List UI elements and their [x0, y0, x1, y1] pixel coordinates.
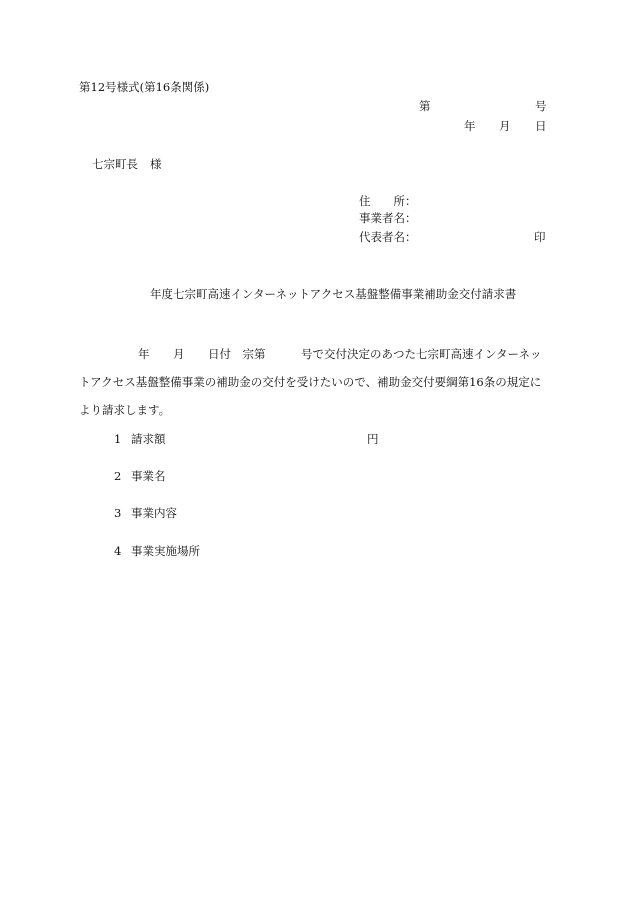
address-label: 住 所： — [359, 194, 417, 208]
form-number: 第12号様式(第16条関係) — [79, 80, 210, 94]
recipient-name: 七宗町長 — [92, 157, 138, 171]
date-day-label: 日 — [535, 119, 547, 133]
document-number-prefix: 第 — [419, 99, 431, 113]
business-name-label: 事業者名： — [359, 211, 417, 225]
body-line-1 — [79, 349, 549, 363]
item-number: 3 — [114, 506, 122, 520]
date-month-label: 月 — [499, 119, 511, 133]
item-label-project-location: 事業実施場所 — [131, 544, 200, 558]
body-line-2: トアクセス基盤整備事業の補助金の交付を受けたいので、補助金交付要綱第16条の規定に — [79, 375, 542, 389]
seal-mark: 印 — [534, 230, 546, 244]
item-label-project-name: 事業名 — [131, 469, 166, 483]
item-label-claim-amount: 請求額 — [131, 432, 166, 446]
document-number-suffix: 号 — [535, 99, 547, 113]
representative-label: 代表者名： — [359, 230, 417, 244]
body-line-1-rest: 号で交付決定のあつた七宗町高速インターネッ — [301, 347, 542, 361]
body-year: 年 — [138, 347, 150, 361]
item-number: 4 — [114, 544, 122, 558]
date-year-label: 年 — [464, 119, 476, 133]
body-month: 月 — [173, 347, 185, 361]
amount-unit: 円 — [367, 432, 379, 446]
body-line-3: より請求します。 — [79, 403, 171, 417]
item-label-project-content: 事業内容 — [131, 506, 177, 520]
recipient-honorific: 様 — [150, 157, 162, 171]
body-date-ref: 日付 宗第 — [208, 347, 266, 361]
item-number: 2 — [114, 469, 122, 483]
document-title: 年度七宗町高速インターネットアクセス基盤整備事業補助金交付請求書 — [150, 287, 517, 301]
item-number: 1 — [114, 432, 122, 446]
